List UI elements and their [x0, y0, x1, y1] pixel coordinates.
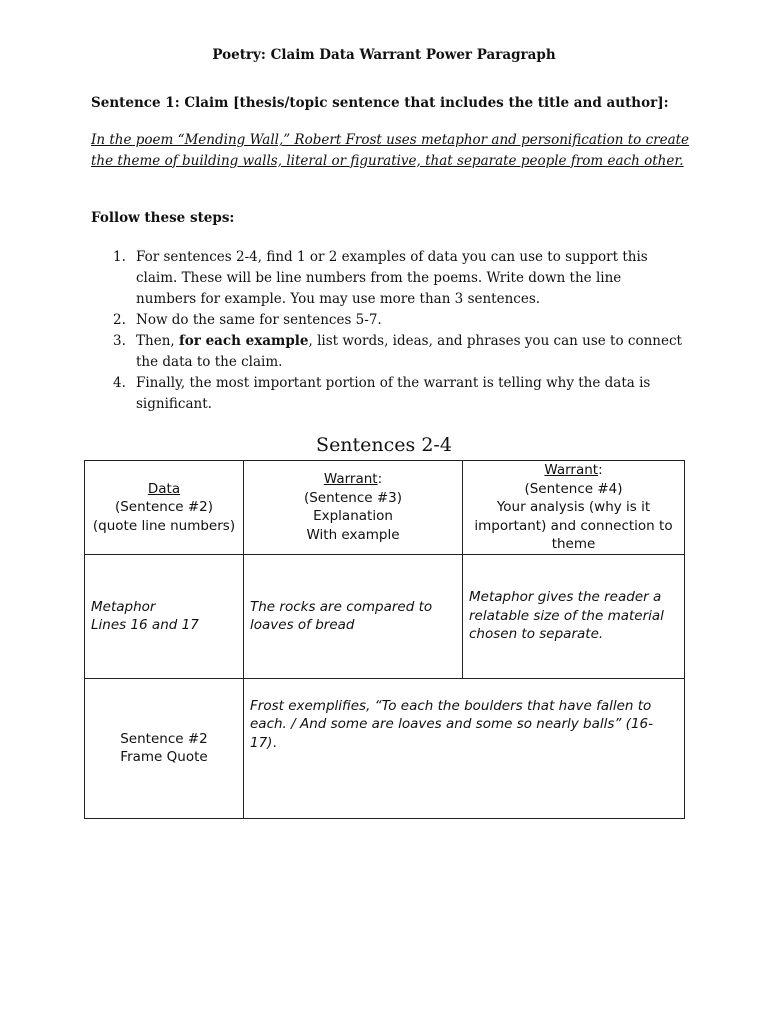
- header-warrant-suffix: :: [377, 471, 383, 488]
- step-text-post: , list words, ideas, and phrases you can use to connect the data to the claim.: [136, 333, 682, 370]
- step-text-pre: Then,: [136, 333, 179, 349]
- table-row: [85, 554, 685, 678]
- frame-quote-period: .: [272, 734, 277, 751]
- data-line: Metaphor: [91, 598, 156, 615]
- step-text: For sentences 2-4, find 1 or 2 examples of data you can use to support this claim. These will be line numbers from the poems. Write down the line numbers for example. You may use more than 3 sentences.: [136, 249, 648, 307]
- frame-label-line: Frame Quote: [120, 749, 208, 765]
- table-title: Sentences 2-4: [316, 434, 452, 456]
- header-warrant-label: Warrant: [323, 471, 378, 488]
- header-warrant-analysis: [463, 461, 685, 555]
- steps-list: [113, 247, 683, 415]
- header-data-line: (Sentence #2): [114, 499, 214, 515]
- sentence1-heading: Sentence 1: Claim [thesis/topic sentence that includes the title and author]:: [91, 95, 669, 111]
- cell-explanation: The rocks are compared to loaves of bread: [244, 554, 463, 678]
- header-warrant-line: Explanation: [313, 508, 393, 525]
- header-warrant-explanation: [244, 461, 463, 555]
- step-number: 3.: [113, 333, 126, 349]
- header-warrant-line: (Sentence #3): [303, 489, 403, 506]
- cell-frame-label: [85, 678, 244, 818]
- frame-quote-text: Frost exemplifies, “To each the boulders that have fallen to each. / And some are loaves and some so nearly balls” (16-17): [250, 697, 654, 751]
- header-data-label: Data: [147, 480, 181, 497]
- header-data: [85, 461, 244, 555]
- cell-frame-quote: [244, 678, 685, 818]
- step-item: [113, 310, 683, 331]
- table-row: [85, 678, 685, 818]
- header-warrant-label: Warrant: [544, 462, 599, 478]
- table-header-row: [85, 461, 685, 555]
- claim-text: In the poem “Mending Wall,” Robert Frost uses metaphor and personification to create the theme of building walls, literal or figurative, that separate people from each other.: [91, 132, 690, 169]
- cdw-table: [84, 460, 685, 819]
- header-warrant-line: With example: [306, 526, 400, 543]
- step-number: 2.: [113, 312, 126, 328]
- header-warrant-line: (Sentence #4): [524, 480, 623, 497]
- header-warrant-suffix: :: [598, 462, 603, 478]
- step-number: 1.: [113, 249, 126, 265]
- frame-label-line: Sentence #2: [120, 730, 208, 747]
- follow-steps-heading: Follow these steps:: [91, 210, 235, 226]
- step-item: [113, 331, 683, 373]
- cell-analysis: Metaphor gives the reader a relatable size of the material chosen to separate.: [463, 554, 685, 678]
- header-warrant-line: Your analysis (why is it important) and connection to theme: [474, 499, 673, 552]
- cell-data: [85, 554, 244, 678]
- page-title: Poetry: Claim Data Warrant Power Paragraph: [212, 47, 556, 63]
- data-line: Lines 16 and 17: [91, 617, 199, 633]
- step-text-bold: for each example: [178, 333, 309, 349]
- step-item: [113, 373, 683, 415]
- step-number: 4.: [113, 375, 126, 391]
- step-text: Finally, the most important portion of the warrant is telling why the data is significant.: [136, 375, 651, 412]
- step-text: Now do the same for sentences 5-7.: [136, 312, 382, 328]
- header-data-line: (quote line numbers): [92, 517, 236, 534]
- step-item: [113, 247, 683, 310]
